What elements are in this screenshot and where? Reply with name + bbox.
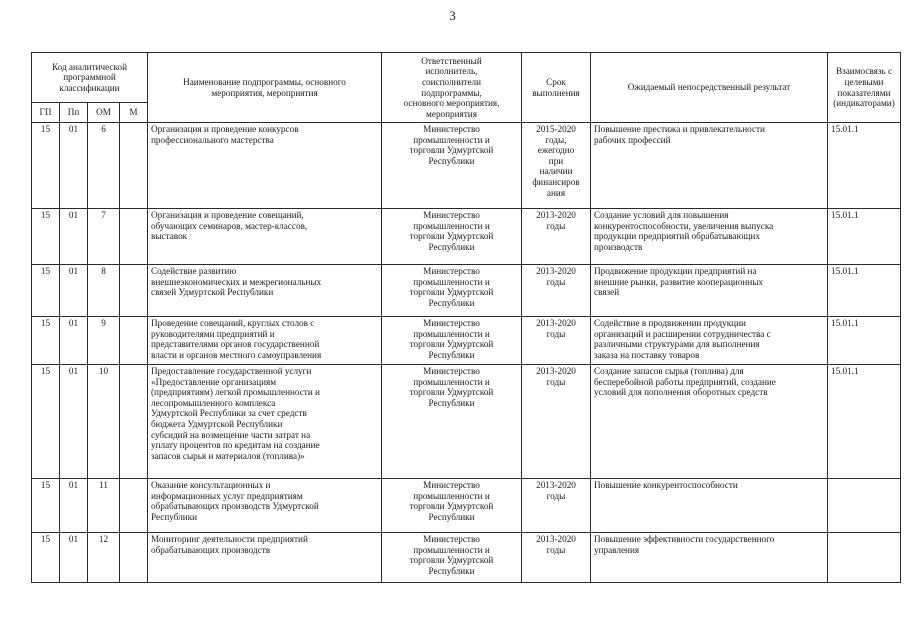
table-row bbox=[32, 265, 901, 317]
cell-link: 15.01.1 bbox=[828, 209, 901, 265]
cell-link: 15.01.1 bbox=[828, 365, 901, 479]
cell-gp: 15 bbox=[32, 123, 60, 209]
cell-term: 2015-2020 годы, ежегодно при наличии финансиров ания bbox=[522, 123, 591, 209]
header-gp: ГП bbox=[32, 103, 60, 123]
header-term: Срок выполнения bbox=[522, 53, 591, 123]
header-name: Наименование подпрограммы, основного мероприятия, мероприятия bbox=[148, 53, 382, 123]
cell-result: Продвижение продукции предприятий на внешние рынки, развитие кооперационных связей bbox=[591, 265, 828, 317]
cell-gp: 15 bbox=[32, 265, 60, 317]
cell-m bbox=[120, 209, 148, 265]
table-row bbox=[32, 317, 901, 365]
cell-om: 9 bbox=[88, 317, 120, 365]
cell-om: 6 bbox=[88, 123, 120, 209]
cell-pp: 01 bbox=[60, 123, 88, 209]
cell-gp: 15 bbox=[32, 365, 60, 479]
cell-result: Создание запасов сырья (топлива) для бесперебойной работы предприятий, создание условий для пополнения оборотных средств bbox=[591, 365, 828, 479]
cell-link bbox=[828, 533, 901, 583]
cell-pp: 01 bbox=[60, 265, 88, 317]
cell-gp: 15 bbox=[32, 209, 60, 265]
cell-gp: 15 bbox=[32, 317, 60, 365]
header-m: М bbox=[120, 103, 148, 123]
cell-om: 8 bbox=[88, 265, 120, 317]
cell-pp: 01 bbox=[60, 479, 88, 533]
cell-term: 2013-2020 годы bbox=[522, 365, 591, 479]
cell-m bbox=[120, 533, 148, 583]
table-row bbox=[32, 209, 901, 265]
cell-link: 15.01.1 bbox=[828, 317, 901, 365]
cell-executor: Министерство промышленности и торговли Удмуртской Республики bbox=[382, 123, 522, 209]
cell-pp: 01 bbox=[60, 365, 88, 479]
table-row bbox=[32, 479, 901, 533]
cell-pp: 01 bbox=[60, 533, 88, 583]
cell-term: 2013-2020 годы bbox=[522, 317, 591, 365]
cell-executor: Министерство промышленности и торговли Удмуртской Республики bbox=[382, 479, 522, 533]
cell-pp: 01 bbox=[60, 209, 88, 265]
cell-m bbox=[120, 317, 148, 365]
header-om: ОМ bbox=[88, 103, 120, 123]
cell-name: Проведение совещаний, круглых столов с руководителями предприятий и представителями органов государственной власти и органов местного самоуправления bbox=[148, 317, 382, 365]
cell-pp: 01 bbox=[60, 317, 88, 365]
cell-m bbox=[120, 479, 148, 533]
cell-m bbox=[120, 123, 148, 209]
cell-name: Мониторинг деятельности предприятий обрабатывающих производств bbox=[148, 533, 382, 583]
cell-m bbox=[120, 365, 148, 479]
header-pp: Пп bbox=[60, 103, 88, 123]
cell-om: 11 bbox=[88, 479, 120, 533]
header-link: Взаимосвязь с целевыми показателями (индикаторами) bbox=[828, 53, 901, 123]
cell-name: Оказание консультационных и информационных услуг предприятиям обрабатывающих производств Удмуртской Республики bbox=[148, 479, 382, 533]
program-table bbox=[31, 52, 901, 583]
cell-om: 12 bbox=[88, 533, 120, 583]
cell-executor: Министерство промышленности и торговли Удмуртской Республики bbox=[382, 317, 522, 365]
cell-name: Организация и проведение конкурсов профессионального мастерства bbox=[148, 123, 382, 209]
cell-result: Создание условий для повышения конкурентоспособности, увеличения выпуска продукции предприятий обрабатывающих производств bbox=[591, 209, 828, 265]
cell-link bbox=[828, 479, 901, 533]
cell-name: Предоставление государственной услуги «Предоставление организациям (предприятиям) легкой промышленности и лесопромышленного комплекса Удмуртской Республики за счет средств бюджета Удмуртской Республики субсидий на возмещение части затрат на уплату процентов по кредитам на создание запасов сырья и материалов (топлива)» bbox=[148, 365, 382, 479]
page-number: 3 bbox=[449, 8, 456, 23]
cell-om: 10 bbox=[88, 365, 120, 479]
cell-executor: Министерство промышленности и торговли Удмуртской Республики bbox=[382, 533, 522, 583]
cell-link: 15.01.1 bbox=[828, 123, 901, 209]
header-executor: Ответственный исполнитель, соисполнители подпрограммы, основного мероприятия, мероприятия bbox=[382, 53, 522, 123]
cell-link: 15.01.1 bbox=[828, 265, 901, 317]
cell-executor: Министерство промышленности и торговли Удмуртской Республики bbox=[382, 365, 522, 479]
cell-term: 2013-2020 годы bbox=[522, 265, 591, 317]
cell-name: Содействие развитию внешнеэкономических и межрегиональных связей Удмуртской Республики bbox=[148, 265, 382, 317]
cell-result: Содействие в продвижении продукции организаций и расширении сотрудничества с различными структурами для выполнения заказа на поставку товаров bbox=[591, 317, 828, 365]
header-code-group: Код аналитической программной классификации bbox=[32, 53, 148, 103]
cell-gp: 15 bbox=[32, 533, 60, 583]
cell-executor: Министерство промышленности и торговли Удмуртской Республики bbox=[382, 209, 522, 265]
cell-om: 7 bbox=[88, 209, 120, 265]
cell-result: Повышение эффективности государственного управления bbox=[591, 533, 828, 583]
cell-result: Повышение конкурентоспособности bbox=[591, 479, 828, 533]
cell-term: 2013-2020 годы bbox=[522, 533, 591, 583]
cell-name: Организация и проведение совещаний, обучающих семинаров, мастер-классов, выставок bbox=[148, 209, 382, 265]
cell-m bbox=[120, 265, 148, 317]
table-row bbox=[32, 533, 901, 583]
cell-gp: 15 bbox=[32, 479, 60, 533]
table-row bbox=[32, 365, 901, 479]
cell-executor: Министерство промышленности и торговли Удмуртской Республики bbox=[382, 265, 522, 317]
cell-result: Повышение престижа и привлекательности рабочих профессий bbox=[591, 123, 828, 209]
table-row bbox=[32, 123, 901, 209]
cell-term: 2013-2020 годы bbox=[522, 209, 591, 265]
header-result: Ожидаемый непосредственный результат bbox=[591, 53, 828, 123]
cell-term: 2013-2020 годы bbox=[522, 479, 591, 533]
